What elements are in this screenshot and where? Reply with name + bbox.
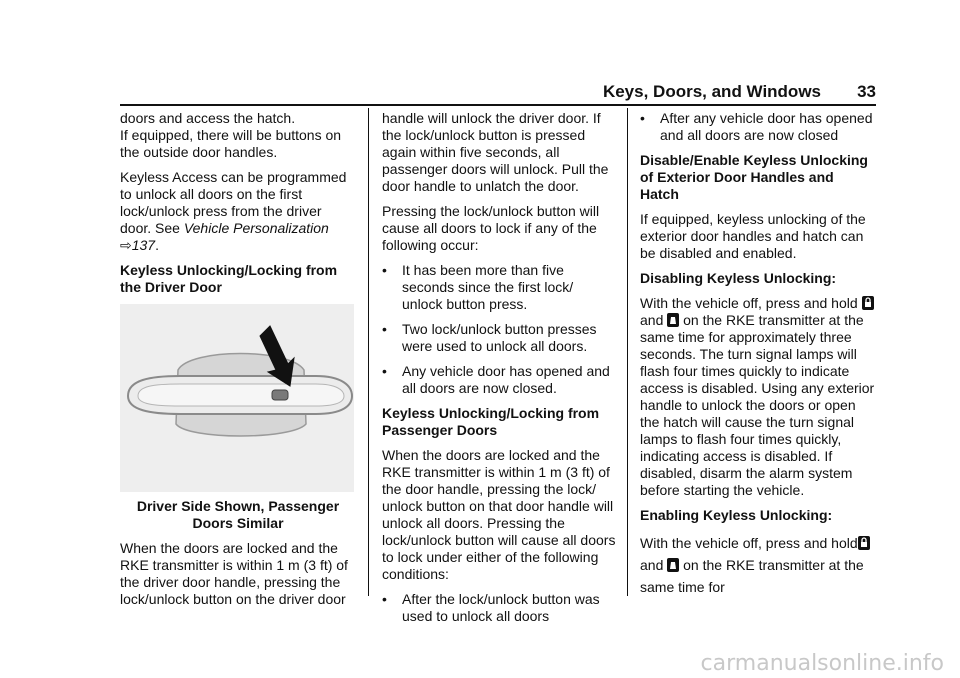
door-handle-illustration: [120, 304, 354, 492]
column-3: [640, 110, 876, 606]
paragraph: When the doors are locked and the RKE transmitter is within 1 m (3 ft) of the driver door handle, pressing the lock/unlock button on the driver door: [120, 540, 348, 607]
column-divider: [368, 108, 369, 596]
door-handle-icon: [120, 304, 354, 492]
page-reference[interactable]: 137: [131, 237, 156, 253]
lock-icon: [862, 296, 874, 310]
list-item: • After the lock/unlock button was used to unlock all doors: [382, 591, 600, 624]
subheading: Keyless Unlocking/Locking from Passenger Doors: [382, 405, 600, 438]
list-item: • After any vehicle door has opened and all doors are now closed: [640, 110, 873, 143]
column-1: [120, 110, 356, 616]
list-item: • Any vehicle door has opened and all doors are now closed.: [382, 363, 610, 396]
paragraph: When the doors are locked and the RKE transmitter is within 1 m (3 ft) of the door handle, pressing the lock/ unlock button on that door handle will unlock all doors. Pressing the lock/unlock button will cause all doors to lock under either of the following conditions:: [382, 447, 616, 582]
paragraph: Pressing the lock/unlock button will cause all doors to lock if any of the following occur:: [382, 203, 600, 253]
page-ref-icon: ⇨: [120, 237, 132, 253]
paragraph: doors and access the hatch.: [120, 110, 296, 126]
paragraph: If equipped, there will be buttons on the outside door handles.: [120, 127, 342, 160]
paragraph: If equipped, keyless unlocking of the exterior door handles and hatch can be disabled and enabled.: [640, 211, 866, 261]
column-2: [382, 110, 616, 633]
paragraph: handle will unlock the driver door. If the lock/unlock button is pressed again within five seconds, all passenger doors will unlock. Pull the door handle to unlatch the door.: [382, 110, 609, 194]
figure-caption: Driver Side Shown, Passenger Doors Similar: [136, 498, 340, 531]
subheading: Keyless Unlocking/Locking from the Driver Door: [120, 262, 338, 295]
subheading: Disable/Enable Keyless Unlocking of Exterior Door Handles and Hatch: [640, 152, 868, 202]
section-title: Keys, Doors, and Windows: [602, 82, 821, 101]
list-item: • It has been more than five seconds since the first lock/ unlock button press.: [382, 262, 574, 312]
paragraph: With the vehicle off, press and hold and on the RKE transmitter at the same time for: [640, 532, 876, 598]
subheading: Disabling Keyless Unlocking:: [640, 270, 837, 286]
watermark: carmanualsonline.info: [700, 651, 944, 676]
page-header: [120, 82, 876, 104]
cross-reference-link[interactable]: Vehicle Personalization: [183, 220, 329, 236]
list-item: • Two lock/unlock button presses were used to unlock all doors.: [382, 321, 597, 354]
subheading: Enabling Keyless Unlocking:: [640, 507, 833, 523]
hatch-icon: [667, 558, 679, 572]
column-divider: [627, 108, 628, 596]
page-number: 33: [857, 82, 876, 101]
paragraph: With the vehicle off, press and hold and on the RKE transmitter at the same time for approximately three seconds. The turn signal lamps will flash four times quickly to indicate access is disabled. Using any exterior handle to unlock the doors or open the hatch will cause the turn signal lamps to flash four times quickly, indicating access is disabled. If disabled, disarm the alarm system before starting the vehicle.: [640, 295, 875, 498]
header-rule: [120, 104, 876, 106]
paragraph: Keyless Access can be programmed to unlock all doors on the first lock/unlock press from the driver door. See Vehicle Personalization ⇨137.: [120, 169, 347, 253]
hatch-icon: [667, 313, 679, 327]
lock-icon: [858, 536, 870, 550]
